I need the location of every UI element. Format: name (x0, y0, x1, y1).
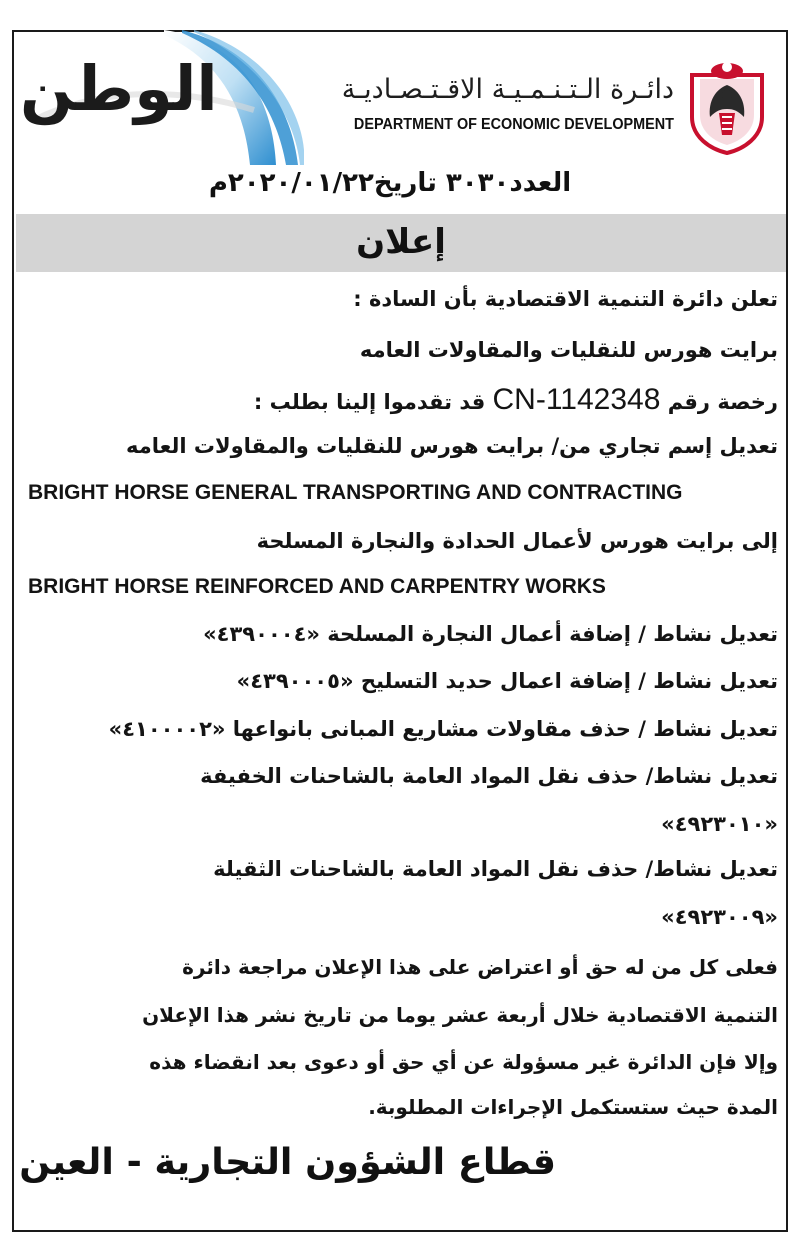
activity-line-4: تعديل نشاط/ حذف نقل المواد العامة بالشاحنات الخفيفة (200, 764, 778, 788)
activity-code-5: «٤٩٢٣٠٠٩» (661, 905, 778, 929)
activity-line-3: تعديل نشاط / حذف مقاولات مشاريع المبانى بانواعها «٤١٠٠٠٠٢» (108, 717, 778, 741)
department-name-english: DEPARTMENT OF ECONOMIC DEVELOPMENT (353, 116, 674, 133)
trade-name-change-line: تعديل إسم تجاري من/ برايت هورس للنقليات والمقاولات العامه (125, 434, 778, 458)
old-name-english: BRIGHT HORSE GENERAL TRANSPORTING AND CONTRACTING (28, 481, 683, 504)
newspaper-name: الوطن (20, 52, 218, 125)
company-name: برايت هورس للنقليات والمقاولات العامه (359, 338, 778, 362)
license-suffix: قد تقدموا إلينا بطلب : (253, 390, 486, 414)
activity-code-4: «٤٩٢٣٠١٠» (661, 812, 778, 836)
issue-number-date: العدد٣٠٣٠ تاريخ٢٠٢٠/٠١/٢٢م (208, 168, 572, 198)
activity-line-5: تعديل نشاط/ حذف نقل المواد العامة بالشاحنات الثقيلة (213, 857, 778, 881)
license-prefix: رخصة رقم (667, 390, 778, 414)
activity-line-2: تعديل نشاط / إضافة اعمال حديد التسليح «٤٣٩٠٠٠٥» (236, 669, 778, 693)
announcement-banner (16, 214, 786, 272)
objection-line-1: فعلى كل من له حق أو اعتراض على هذا الإعلان مراجعة دائرة (182, 955, 778, 979)
objection-line-3: وإلا فإن الدائرة غير مسؤولة عن أي حق أو دعوى بعد انقضاء هذه (149, 1050, 778, 1074)
intro-line: تعلن دائرة التنمية الاقتصادية بأن السادة : (353, 287, 778, 311)
license-number: CN-1142348 (492, 383, 661, 416)
license-line (28, 382, 778, 418)
falcon-emblem-icon (686, 55, 768, 155)
activity-line-1: تعديل نشاط / إضافة أعمال النجارة المسلحة «٤٣٩٠٠٠٤» (203, 622, 778, 646)
announcement-title: إعلان (356, 222, 446, 262)
objection-line-4: المدة حيث ستستكمل الإجراءات المطلوبة. (368, 1095, 778, 1119)
objection-line-2: التنمية الاقتصادية خلال أربعة عشر يوما من تاريخ نشر هذا الإعلان (142, 1003, 778, 1027)
signature-footer: قطاع الشؤون التجارية - العين (19, 1140, 556, 1183)
new-name-english: BRIGHT HORSE REINFORCED AND CARPENTRY WORKS (28, 575, 606, 598)
new-name-arabic: إلى برايت هورس لأعمال الحدادة والنجارة المسلحة (256, 529, 778, 553)
department-name-arabic: دائـرة الـتـنـمـيـة الاقـتـصـاديـة (341, 74, 674, 105)
